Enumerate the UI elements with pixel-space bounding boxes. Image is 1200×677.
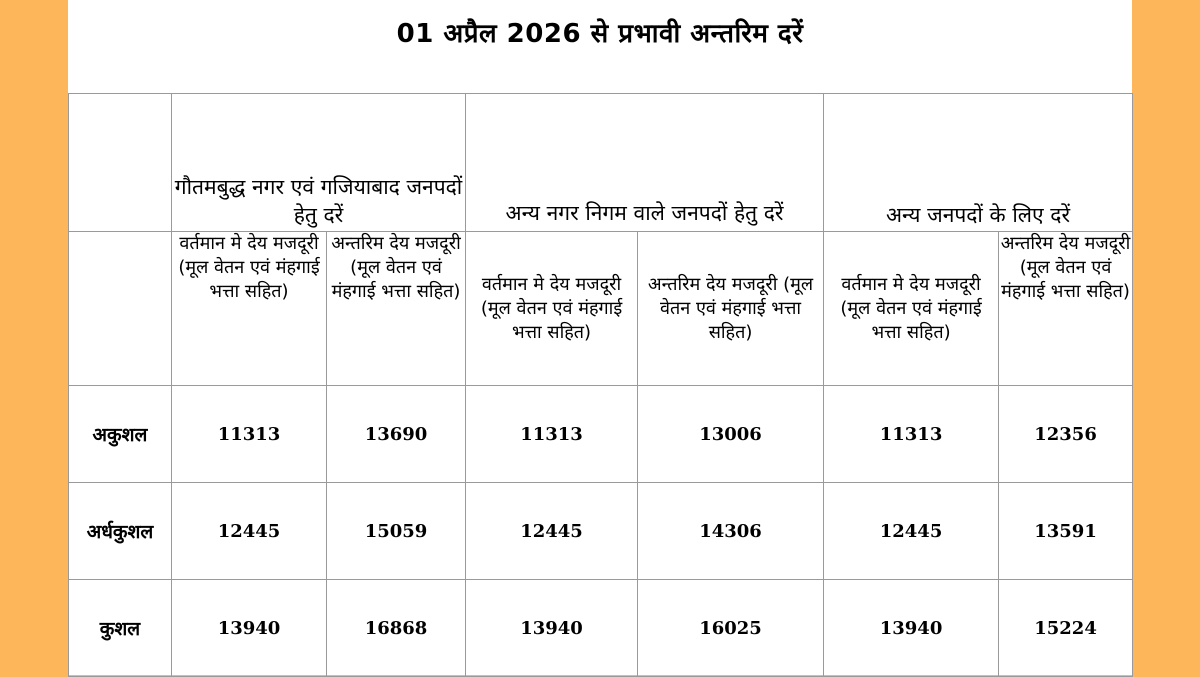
wage-cell: 13940 xyxy=(172,580,327,677)
region-header-gb-nagar-ghaziabad: गौतमबुद्ध नगर एवं गजियाबाद जनपदों हेतु दरें xyxy=(172,94,466,232)
wage-cell: 13006 xyxy=(638,386,824,483)
col-header-interim-wage: अन्तरिम देय मजदूरी (मूल वेतन एवं मंहगाई भत्ता सहित) xyxy=(638,232,824,386)
table-row xyxy=(69,483,1133,580)
col-header-current-wage: वर्तमान मे देय मजदूरी (मूल वेतन एवं मंहगाई भत्ता सहित) xyxy=(466,232,638,386)
row-label-unskilled: अकुशल xyxy=(69,386,172,483)
document-sheet xyxy=(68,0,1132,675)
wage-cell: 14306 xyxy=(638,483,824,580)
wage-cell: 12445 xyxy=(466,483,638,580)
wage-cell: 16025 xyxy=(638,580,824,677)
region-header-row xyxy=(69,94,1133,232)
wage-cell: 13940 xyxy=(466,580,638,677)
col-header-interim-wage: अन्तरिम देय मजदूरी (मूल वेतन एवं मंहगाई भत्ता सहित) xyxy=(999,232,1133,386)
row-label-skilled: कुशल xyxy=(69,580,172,677)
col-header-interim-wage: अन्तरिम देय मजदूरी (मूल वेतन एवं मंहगाई भत्ता सहित) xyxy=(327,232,466,386)
wage-cell: 11313 xyxy=(466,386,638,483)
wage-cell: 12445 xyxy=(172,483,327,580)
table-row xyxy=(69,386,1133,483)
region-header-nagar-nigam: अन्य नगर निगम वाले जनपदों हेतु दरें xyxy=(466,94,824,232)
wage-cell: 12445 xyxy=(824,483,999,580)
row-label-semi-skilled: अर्धकुशल xyxy=(69,483,172,580)
wage-cell: 12356 xyxy=(999,386,1133,483)
region-header-other-districts: अन्य जनपदों के लिए दरें xyxy=(824,94,1133,232)
wage-cell: 15059 xyxy=(327,483,466,580)
page-title: 01 अप्रैल 2026 से प्रभावी अन्तरिम दरें xyxy=(396,19,804,49)
wage-cell: 16868 xyxy=(327,580,466,677)
col-header-current-wage: वर्तमान मे देय मजदूरी (मूल वेतन एवं मंहगाई भत्ता सहित) xyxy=(172,232,327,386)
wage-cell: 11313 xyxy=(824,386,999,483)
corner-cell xyxy=(69,94,172,232)
wage-cell: 13591 xyxy=(999,483,1133,580)
wage-cell: 11313 xyxy=(172,386,327,483)
wage-cell: 13940 xyxy=(824,580,999,677)
col-header-current-wage: वर्तमान मे देय मजदूरी (मूल वेतन एवं मंहगाई भत्ता सहित) xyxy=(824,232,999,386)
wage-cell: 15224 xyxy=(999,580,1133,677)
wage-cell: 13690 xyxy=(327,386,466,483)
table-row xyxy=(69,580,1133,677)
wage-rate-table xyxy=(68,93,1133,677)
column-header-row xyxy=(69,232,1133,386)
corner-cell-2 xyxy=(69,232,172,386)
